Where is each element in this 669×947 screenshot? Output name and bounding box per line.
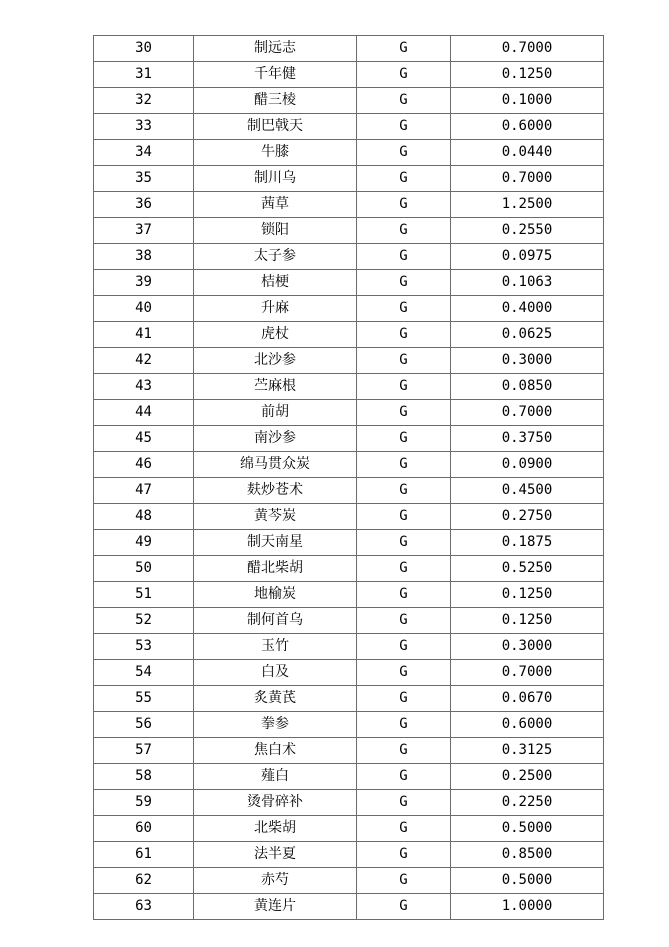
cell-unit: G (357, 530, 451, 556)
cell-unit: G (357, 140, 451, 166)
cell-unit: G (357, 504, 451, 530)
table-row (94, 62, 604, 88)
cell-row-number: 37 (94, 218, 194, 244)
cell-unit: G (357, 738, 451, 764)
table-row (94, 712, 604, 738)
cell-row-number: 42 (94, 348, 194, 374)
cell-quantity: 0.1250 (451, 62, 604, 88)
table-row (94, 842, 604, 868)
cell-quantity: 0.4000 (451, 296, 604, 322)
cell-quantity: 0.6000 (451, 114, 604, 140)
cell-row-number: 34 (94, 140, 194, 166)
table-row (94, 270, 604, 296)
cell-quantity: 0.2550 (451, 218, 604, 244)
cell-row-number: 36 (94, 192, 194, 218)
cell-row-number: 31 (94, 62, 194, 88)
cell-unit: G (357, 426, 451, 452)
cell-row-number: 32 (94, 88, 194, 114)
cell-unit: G (357, 62, 451, 88)
cell-item-name: 制川乌 (194, 166, 357, 192)
cell-item-name: 制远志 (194, 36, 357, 62)
cell-row-number: 58 (94, 764, 194, 790)
cell-unit: G (357, 764, 451, 790)
cell-item-name: 地榆炭 (194, 582, 357, 608)
cell-unit: G (357, 400, 451, 426)
cell-unit: G (357, 36, 451, 62)
cell-row-number: 41 (94, 322, 194, 348)
cell-unit: G (357, 556, 451, 582)
cell-unit: G (357, 868, 451, 894)
cell-item-name: 前胡 (194, 400, 357, 426)
table-row (94, 166, 604, 192)
cell-item-name: 制巴戟天 (194, 114, 357, 140)
cell-unit: G (357, 192, 451, 218)
table-row (94, 816, 604, 842)
table-row (94, 400, 604, 426)
table-row (94, 686, 604, 712)
cell-row-number: 53 (94, 634, 194, 660)
table-row (94, 608, 604, 634)
cell-quantity: 0.0975 (451, 244, 604, 270)
cell-unit: G (357, 348, 451, 374)
cell-item-name: 千年健 (194, 62, 357, 88)
cell-unit: G (357, 244, 451, 270)
medicine-quantity-table (93, 35, 604, 920)
cell-item-name: 烫骨碎补 (194, 790, 357, 816)
cell-item-name: 炙黄芪 (194, 686, 357, 712)
cell-quantity: 0.3000 (451, 634, 604, 660)
cell-row-number: 43 (94, 374, 194, 400)
cell-row-number: 52 (94, 608, 194, 634)
cell-item-name: 白及 (194, 660, 357, 686)
cell-quantity: 0.5250 (451, 556, 604, 582)
cell-quantity: 0.3000 (451, 348, 604, 374)
cell-unit: G (357, 322, 451, 348)
cell-quantity: 0.3125 (451, 738, 604, 764)
table-row (94, 556, 604, 582)
table-row (94, 582, 604, 608)
cell-quantity: 0.8500 (451, 842, 604, 868)
cell-item-name: 焦白术 (194, 738, 357, 764)
cell-quantity: 0.0850 (451, 374, 604, 400)
cell-row-number: 62 (94, 868, 194, 894)
cell-unit: G (357, 608, 451, 634)
cell-row-number: 48 (94, 504, 194, 530)
cell-quantity: 0.0440 (451, 140, 604, 166)
cell-unit: G (357, 88, 451, 114)
cell-unit: G (357, 634, 451, 660)
cell-item-name: 麸炒苍术 (194, 478, 357, 504)
cell-quantity: 0.2750 (451, 504, 604, 530)
table-row (94, 634, 604, 660)
cell-unit: G (357, 660, 451, 686)
cell-item-name: 虎杖 (194, 322, 357, 348)
cell-row-number: 30 (94, 36, 194, 62)
table-row (94, 218, 604, 244)
cell-unit: G (357, 478, 451, 504)
table-row (94, 530, 604, 556)
cell-row-number: 39 (94, 270, 194, 296)
cell-item-name: 赤芍 (194, 868, 357, 894)
cell-item-name: 南沙参 (194, 426, 357, 452)
cell-item-name: 醋北柴胡 (194, 556, 357, 582)
cell-row-number: 57 (94, 738, 194, 764)
cell-item-name: 黄连片 (194, 894, 357, 920)
table-row (94, 452, 604, 478)
cell-item-name: 制天南星 (194, 530, 357, 556)
cell-unit: G (357, 816, 451, 842)
table-body (94, 36, 604, 920)
cell-item-name: 锁阳 (194, 218, 357, 244)
table-row (94, 738, 604, 764)
cell-row-number: 47 (94, 478, 194, 504)
table-row (94, 88, 604, 114)
cell-quantity: 0.1875 (451, 530, 604, 556)
cell-unit: G (357, 166, 451, 192)
cell-item-name: 苎麻根 (194, 374, 357, 400)
cell-row-number: 60 (94, 816, 194, 842)
cell-quantity: 0.5000 (451, 868, 604, 894)
table-row (94, 140, 604, 166)
cell-quantity: 0.0625 (451, 322, 604, 348)
cell-quantity: 0.1250 (451, 608, 604, 634)
cell-quantity: 0.6000 (451, 712, 604, 738)
cell-unit: G (357, 218, 451, 244)
cell-unit: G (357, 894, 451, 920)
cell-row-number: 54 (94, 660, 194, 686)
cell-quantity: 0.3750 (451, 426, 604, 452)
table-row (94, 894, 604, 920)
cell-unit: G (357, 712, 451, 738)
cell-row-number: 33 (94, 114, 194, 140)
table-row (94, 764, 604, 790)
cell-item-name: 拳参 (194, 712, 357, 738)
cell-quantity: 1.0000 (451, 894, 604, 920)
cell-quantity: 0.7000 (451, 36, 604, 62)
cell-item-name: 北沙参 (194, 348, 357, 374)
cell-item-name: 升麻 (194, 296, 357, 322)
cell-item-name: 制何首乌 (194, 608, 357, 634)
cell-item-name: 法半夏 (194, 842, 357, 868)
table-row (94, 504, 604, 530)
cell-item-name: 太子参 (194, 244, 357, 270)
table-row (94, 868, 604, 894)
cell-row-number: 55 (94, 686, 194, 712)
cell-unit: G (357, 842, 451, 868)
cell-item-name: 茜草 (194, 192, 357, 218)
cell-item-name: 醋三棱 (194, 88, 357, 114)
cell-quantity: 1.2500 (451, 192, 604, 218)
table-row (94, 322, 604, 348)
cell-item-name: 薤白 (194, 764, 357, 790)
cell-quantity: 0.5000 (451, 816, 604, 842)
cell-row-number: 35 (94, 166, 194, 192)
table-row (94, 348, 604, 374)
cell-row-number: 63 (94, 894, 194, 920)
cell-row-number: 49 (94, 530, 194, 556)
cell-row-number: 56 (94, 712, 194, 738)
cell-unit: G (357, 452, 451, 478)
cell-quantity: 0.1250 (451, 582, 604, 608)
cell-item-name: 桔梗 (194, 270, 357, 296)
cell-quantity: 0.4500 (451, 478, 604, 504)
table-row (94, 114, 604, 140)
cell-item-name: 玉竹 (194, 634, 357, 660)
table-row (94, 374, 604, 400)
cell-unit: G (357, 374, 451, 400)
cell-item-name: 牛膝 (194, 140, 357, 166)
cell-quantity: 0.1000 (451, 88, 604, 114)
cell-unit: G (357, 114, 451, 140)
cell-row-number: 51 (94, 582, 194, 608)
table-row (94, 192, 604, 218)
cell-unit: G (357, 270, 451, 296)
table-row (94, 296, 604, 322)
cell-row-number: 59 (94, 790, 194, 816)
cell-item-name: 北柴胡 (194, 816, 357, 842)
cell-unit: G (357, 790, 451, 816)
cell-quantity: 0.1063 (451, 270, 604, 296)
table-row (94, 426, 604, 452)
cell-quantity: 0.0670 (451, 686, 604, 712)
cell-quantity: 0.7000 (451, 660, 604, 686)
cell-row-number: 46 (94, 452, 194, 478)
cell-row-number: 40 (94, 296, 194, 322)
cell-item-name: 绵马贯众炭 (194, 452, 357, 478)
cell-item-name: 黄芩炭 (194, 504, 357, 530)
cell-quantity: 0.2500 (451, 764, 604, 790)
table-row (94, 790, 604, 816)
cell-quantity: 0.2250 (451, 790, 604, 816)
table-row (94, 478, 604, 504)
cell-quantity: 0.7000 (451, 166, 604, 192)
table-row (94, 244, 604, 270)
cell-row-number: 61 (94, 842, 194, 868)
cell-unit: G (357, 686, 451, 712)
cell-row-number: 44 (94, 400, 194, 426)
cell-row-number: 50 (94, 556, 194, 582)
cell-unit: G (357, 296, 451, 322)
cell-quantity: 0.0900 (451, 452, 604, 478)
table-row (94, 36, 604, 62)
cell-row-number: 45 (94, 426, 194, 452)
cell-unit: G (357, 582, 451, 608)
cell-row-number: 38 (94, 244, 194, 270)
table-row (94, 660, 604, 686)
cell-quantity: 0.7000 (451, 400, 604, 426)
